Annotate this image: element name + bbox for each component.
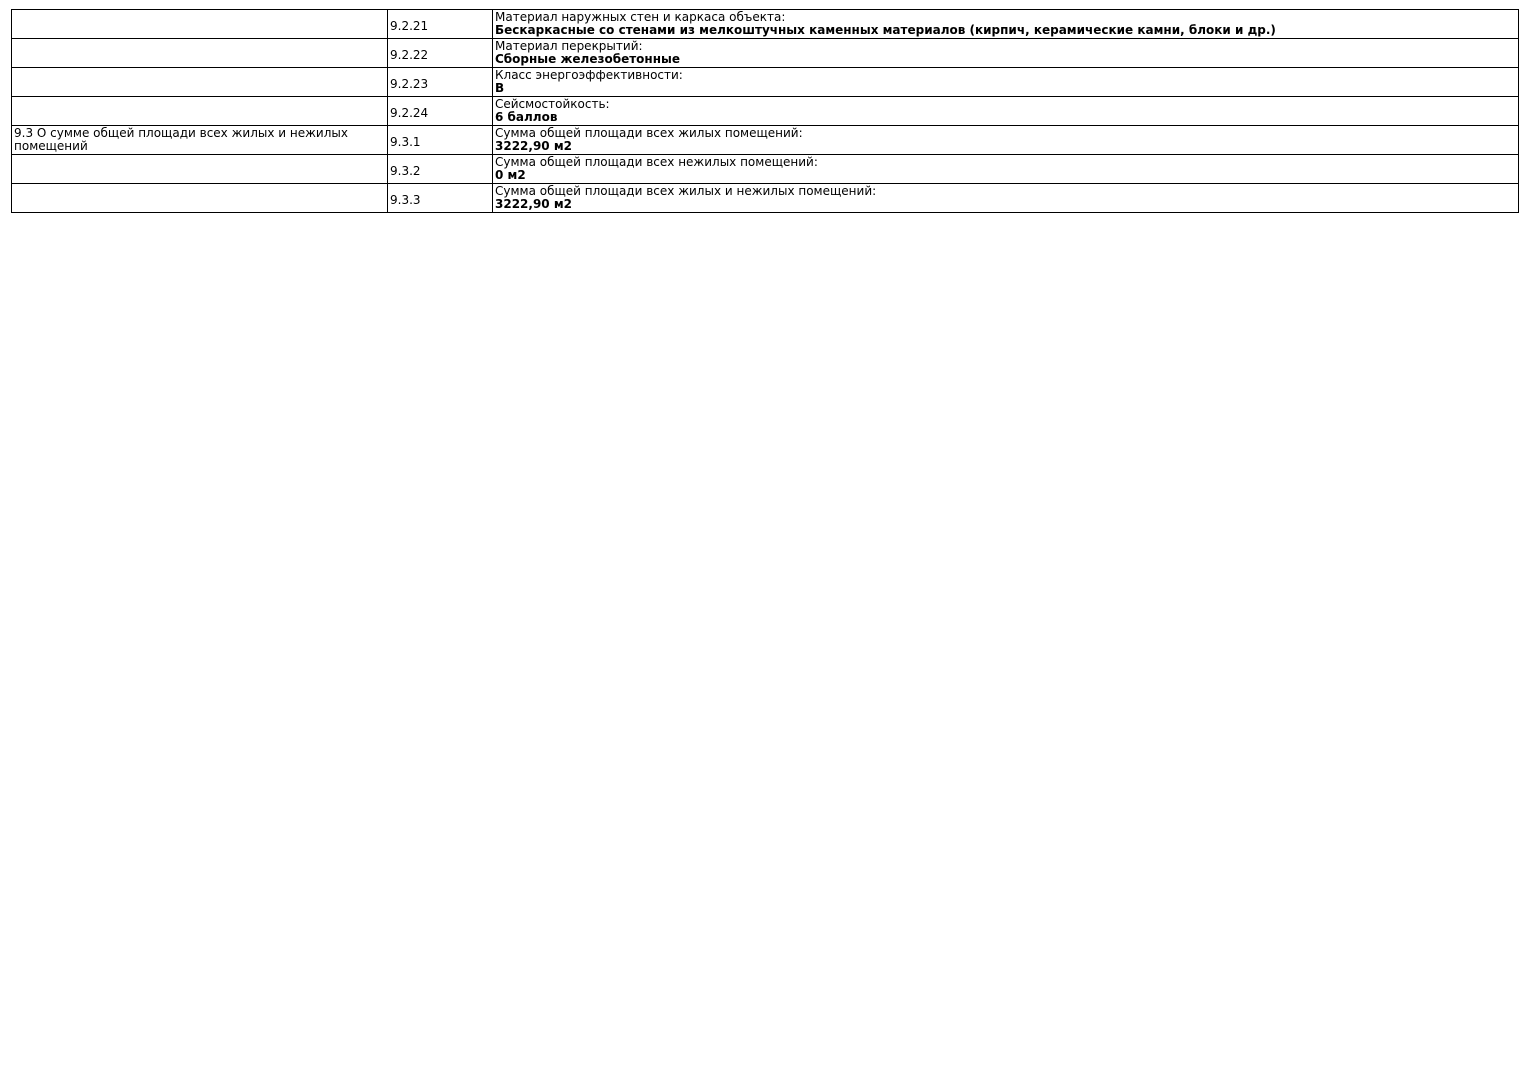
section-cell [12,97,388,126]
item-label: Сумма общей площади всех жилых и нежилых помещений: [495,184,877,198]
code-cell [388,184,493,213]
section-cell [12,126,388,155]
item-code: 9.2.24 [390,105,429,120]
item-value: 3222,90 м2 [495,139,572,153]
item-code: 9.3.3 [390,192,421,207]
value-cell [493,39,1519,68]
section-cell [12,155,388,184]
section-cell [12,39,388,68]
value-cell [493,68,1519,97]
item-value: 0 м2 [495,168,526,182]
code-cell [388,97,493,126]
table-row [12,10,1519,39]
item-code: 9.3.2 [390,163,421,178]
table-row [12,126,1519,155]
item-label: Сумма общей площади всех нежилых помещений: [495,155,818,169]
code-cell [388,39,493,68]
item-label: Материал перекрытий: [495,39,643,53]
item-value: Бескаркасные со стенами из мелкоштучных каменных материалов (кирпич, керамические камни, блоки и др.) [495,23,1276,37]
item-code: 9.2.22 [390,47,429,62]
code-cell [388,126,493,155]
code-cell [388,68,493,97]
value-cell [493,155,1519,184]
table-row [12,39,1519,68]
item-value: 6 баллов [495,110,558,124]
section-title: 9.3 О сумме общей площади всех жилых и нежилых помещений [14,126,348,153]
item-value: B [495,81,505,95]
item-label: Материал наружных стен и каркаса объекта: [495,10,786,24]
value-cell [493,97,1519,126]
item-code: 9.3.1 [390,134,421,149]
item-code: 9.2.21 [390,18,429,33]
item-label: Сейсмостойкость: [495,97,610,111]
declaration-table [11,9,1519,213]
item-label: Сумма общей площади всех жилых помещений: [495,126,803,140]
code-cell [388,155,493,184]
table-row [12,155,1519,184]
table-row [12,68,1519,97]
item-value: 3222,90 м2 [495,197,572,211]
section-cell [12,10,388,39]
value-cell [493,184,1519,213]
item-code: 9.2.23 [390,76,429,91]
table-row [12,184,1519,213]
value-cell [493,10,1519,39]
item-value: Сборные железобетонные [495,52,680,66]
code-cell [388,10,493,39]
section-cell [12,184,388,213]
table-row [12,97,1519,126]
item-label: Класс энергоэффективности: [495,68,683,82]
section-cell [12,68,388,97]
value-cell [493,126,1519,155]
